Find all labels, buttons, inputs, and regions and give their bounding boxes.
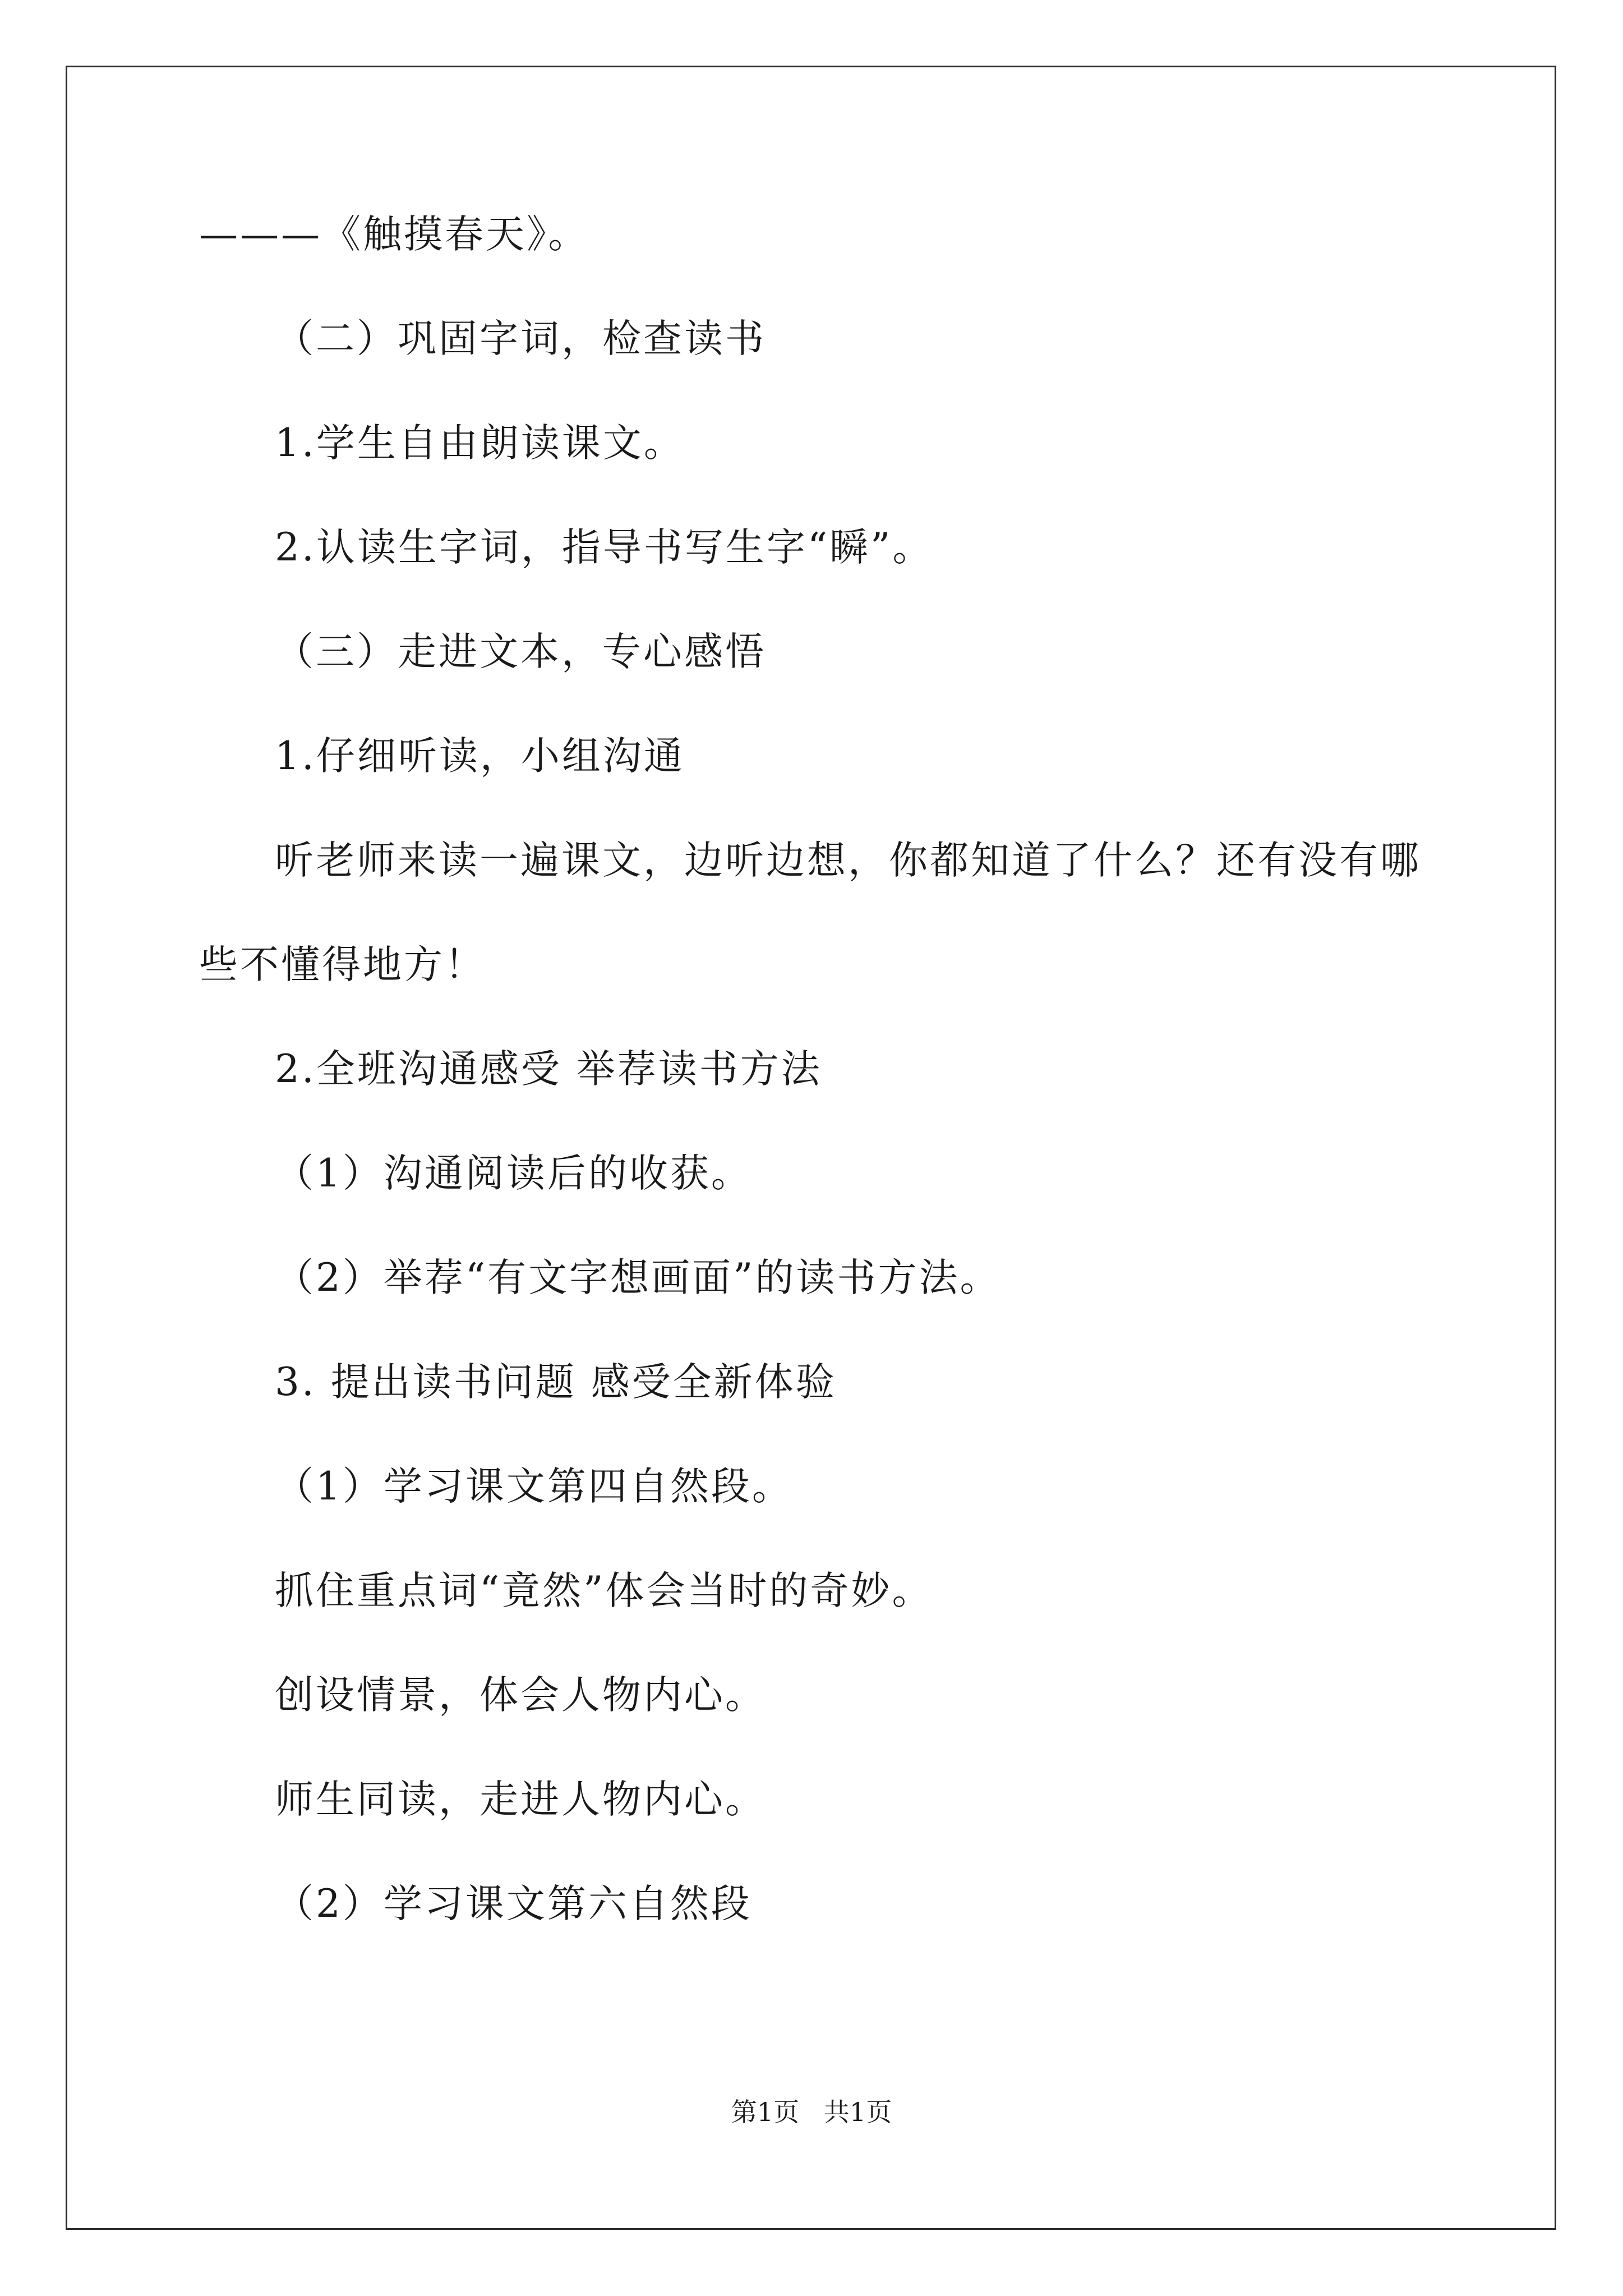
text-line-14: 抓住重点词“竟然”体会当时的奇妙。 — [275, 1568, 933, 1613]
text-line-15: 创设情景，体会人物内心。 — [275, 1673, 766, 1718]
section-heading-2: （二）巩固字词，检查读书 — [275, 316, 766, 361]
text-line-16: 师生同读，走进人物内心。 — [275, 1777, 766, 1822]
text-line-9: 2.全班沟通感受 举荐读书方法 — [275, 1047, 822, 1092]
text-line-11: （2）举荐“有文字想画面”的读书方法。 — [275, 1255, 1001, 1300]
text-line-3: 1.学生自由朗读课文。 — [275, 421, 685, 466]
text-line-13: （1）学习课文第四自然段。 — [275, 1464, 793, 1509]
text-line-8: 些不懂得地方！ — [199, 942, 486, 987]
page-footer: 第1页 共1页 — [731, 2097, 892, 2127]
text-line-6: 1.仔细听读，小组沟通 — [275, 734, 685, 779]
text-line-1: ———《触摸春天》。 — [199, 212, 589, 257]
text-line-4: 2.认读生字词，指导书写生字“瞬”。 — [275, 525, 934, 570]
text-line-17: （2）学习课文第六自然段 — [275, 1881, 752, 1926]
text-line-10: （1）沟通阅读后的收获。 — [275, 1151, 752, 1196]
text-line-12: 3. 提出读书问题 感受全新体验 — [275, 1360, 837, 1405]
section-heading-3: （三）走进文本，专心感悟 — [275, 629, 766, 674]
text-line-7: 听老师来读一遍课文，边听边想，你都知道了什么？还有没有哪 — [275, 838, 1421, 883]
